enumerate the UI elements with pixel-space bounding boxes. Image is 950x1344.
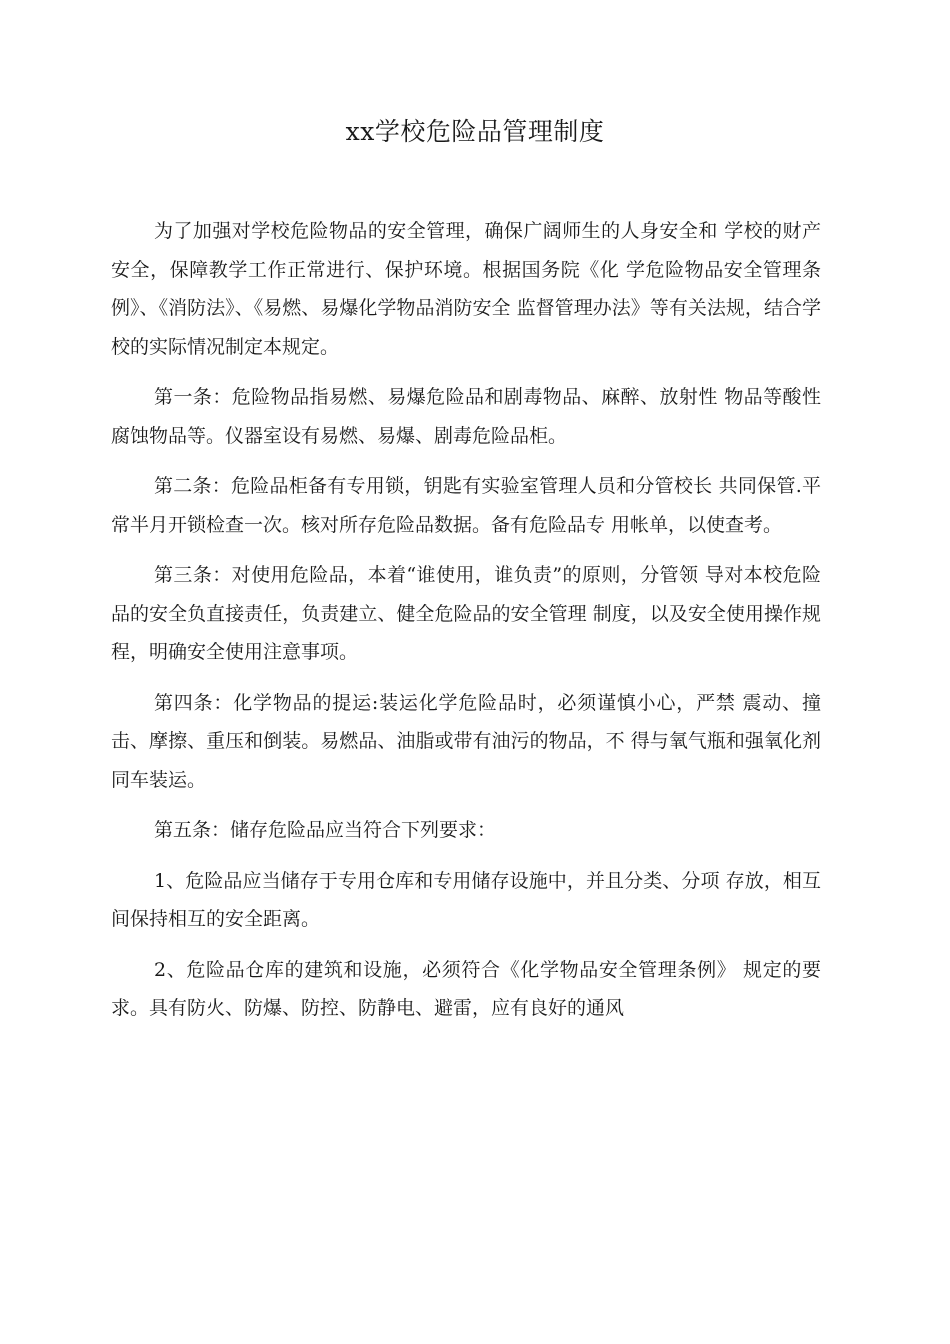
document-title: xx学校危险品管理制度: [345, 117, 605, 146]
article-2-paragraph: 第二条：危险品柜备有专用锁，钥匙有实验室管理人员和分管校长 共同保管.平常半月开锁检查一次。核对所存危险品数据。备有危险品专 用帐单，以使查考。: [111, 475, 821, 536]
intro-paragraph: 为了加强对学校危险物品的安全管理，确保广阔师生的人身安全和 学校的财产安全，保障教学工作正常进行、保护环境。根据国务院《化 学危险物品安全管理条例》、《消防法》、《易燃、易爆化学物品消防安全 监督管理办法》等有关法规，结合学校的实际情况制定本规定。: [111, 220, 821, 358]
article-5-item-1: 1、危险品应当储存于专用仓库和专用储存设施中，并且分类、分项 存放，相互间保持相互的安全距离。: [111, 869, 821, 930]
article-5-paragraph: 第五条：储存危险品应当符合下列要求：: [154, 819, 497, 841]
article-4-paragraph: 第四条：化学物品的提运:装运化学危险品时，必须谨慎小心，严禁 震动、撞击、摩擦、重压和倒装。易燃品、油脂或带有油污的物品，不 得与氧气瓶和强氧化剂同车装运。: [111, 691, 821, 791]
article-3-paragraph: 第三条：对使用危险品，本着“谁使用，谁负责”的原则，分管领 导对本校危险品的安全负直接责任，负责建立、健全危险品的安全管理 制度，以及安全使用操作规程，明确安全使用注意事项。: [111, 564, 821, 663]
document-body: [111, 212, 821, 1040]
article-5-item-2: 2、危险品仓库的建筑和设施，必须符合《化学物品安全管理条例》 规定的要求。具有防火、防爆、防控、防静电、避雷，应有良好的通风: [111, 958, 821, 1019]
article-1-paragraph: 第一条：危险物品指易燃、易爆危险品和剧毒物品、麻醉、放射性 物品等酸性腐蚀物品等。仪器室设有易燃、易爆、剧毒危险品柜。: [111, 386, 821, 447]
